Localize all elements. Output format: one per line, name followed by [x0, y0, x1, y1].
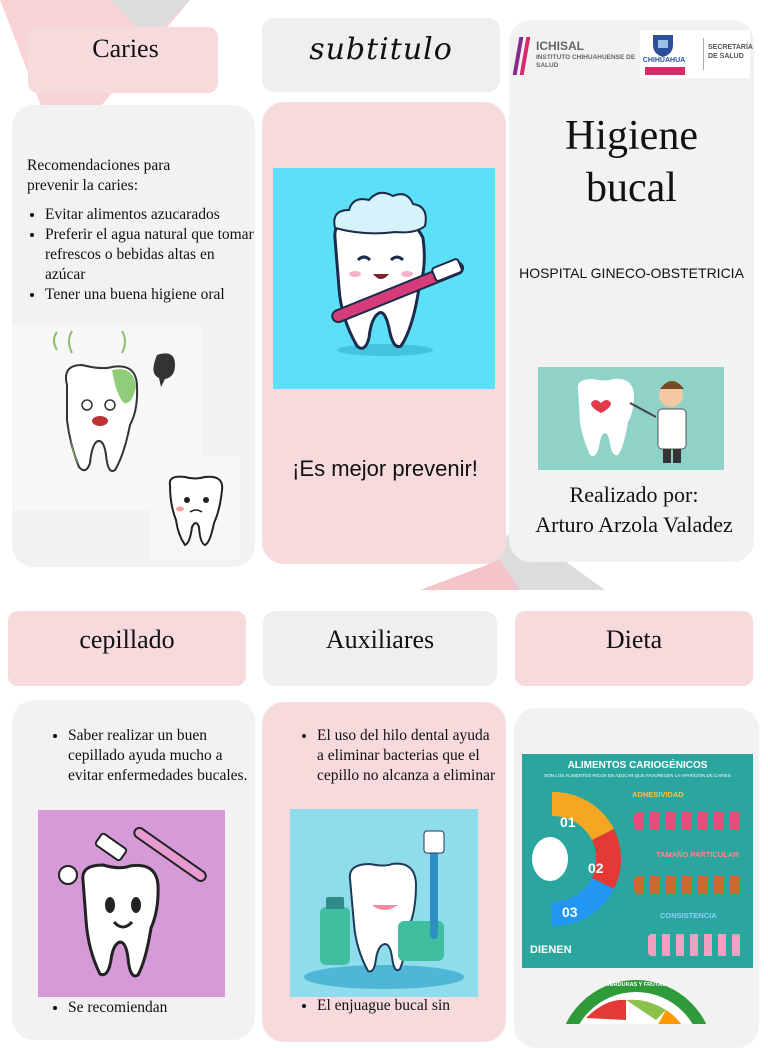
infographic-foods-1 [634, 812, 746, 830]
dieta-title: Dieta [605, 625, 663, 654]
infographic-foods-3 [648, 934, 746, 956]
auxiliares-list-2 [299, 996, 497, 1016]
logo-chihuahua [640, 30, 753, 78]
cover-panel [509, 20, 754, 562]
caries-title: Caries [92, 34, 159, 63]
mouthwash-illustration [290, 809, 478, 997]
infographic-label-2: TAMAÑO PARTICULAR [656, 850, 739, 859]
cover-title-line2: bucal [586, 165, 677, 211]
logo-ichisal-name: ICHISAL [536, 39, 584, 53]
subtitle-text: subtitulo [309, 32, 453, 67]
infographic-number-3: 03 [562, 904, 578, 920]
cepillado-list-2 [50, 998, 248, 1018]
sad-tooth-illustration [150, 455, 240, 560]
caries-intro: Recomendaciones para prevenir la caries: [27, 157, 171, 194]
list-item: • El uso del hilo dental ayuda a eliminar bacterias que el cepillo no alcanza a eliminar [317, 726, 497, 786]
hospital-name: HOSPITAL GINECO-OBSTETRICIA [519, 265, 744, 281]
author-name: Arturo Arzola Valadez [535, 512, 733, 537]
infographic-subtitle: SON LOS ALIMENTOS RICOS EN AZÚCAR QUE FAVORECEN LA APARICIÓN DE CARIES [544, 773, 731, 778]
cepillado-title: cepillado [79, 625, 175, 654]
made-by-label: Realizado por: [569, 482, 699, 507]
auxiliares-title: Auxiliares [325, 625, 435, 654]
cover-title [509, 110, 754, 214]
infographic-title: ALIMENTOS CARIOGÉNICOS [567, 760, 708, 771]
list-item: • Saber realizar un buen cepillado ayuda mucho a evitar enfermedades bucales. [68, 726, 248, 786]
brushing-tooth-illustration [273, 168, 495, 389]
logo-ichisal [514, 33, 638, 77]
infographic-brand: DIENEN [530, 944, 572, 956]
caries-list [27, 205, 255, 305]
logo-chihuahua-text: CHIHUAHUA [642, 57, 686, 64]
toothbrush-tooth-illustration [38, 810, 225, 997]
plate-label: VERDURAS Y FRUTAS [606, 982, 666, 988]
infographic-foods-2 [634, 876, 746, 894]
infographic-number-2: 02 [588, 860, 604, 876]
infographic-number-1: 01 [560, 814, 576, 830]
cover-title-line1: Higiene [565, 113, 698, 159]
dentist-illustration [538, 367, 724, 470]
slogan: ¡Es mejor prevenir! [292, 456, 478, 481]
logo-secretaria-text: SECRETARÍA DE SALUD [708, 44, 753, 60]
cepillado-list [50, 726, 248, 786]
auxiliares-list [299, 726, 497, 786]
infographic-label-3: CONSISTENCIA [660, 911, 717, 920]
infographic-label-1: ADHESIVIDAD [632, 790, 684, 799]
list-item: • Evitar alimentos azucarados [45, 205, 255, 225]
list-item: • Tener una buena higiene oral [45, 285, 255, 305]
logo-ichisal-sub: INSTITUTO CHIHUAHUENSE DE SALUD [536, 54, 636, 69]
list-item: • Preferir el agua natural que tomar refrescos o bebidas altas en azúcar [45, 225, 255, 285]
list-item: • Se recomiendan [68, 998, 248, 1018]
shield-icon [650, 32, 676, 58]
list-item: • El enjuague bucal sin [317, 996, 497, 1016]
cariogenic-infographic [522, 754, 753, 968]
